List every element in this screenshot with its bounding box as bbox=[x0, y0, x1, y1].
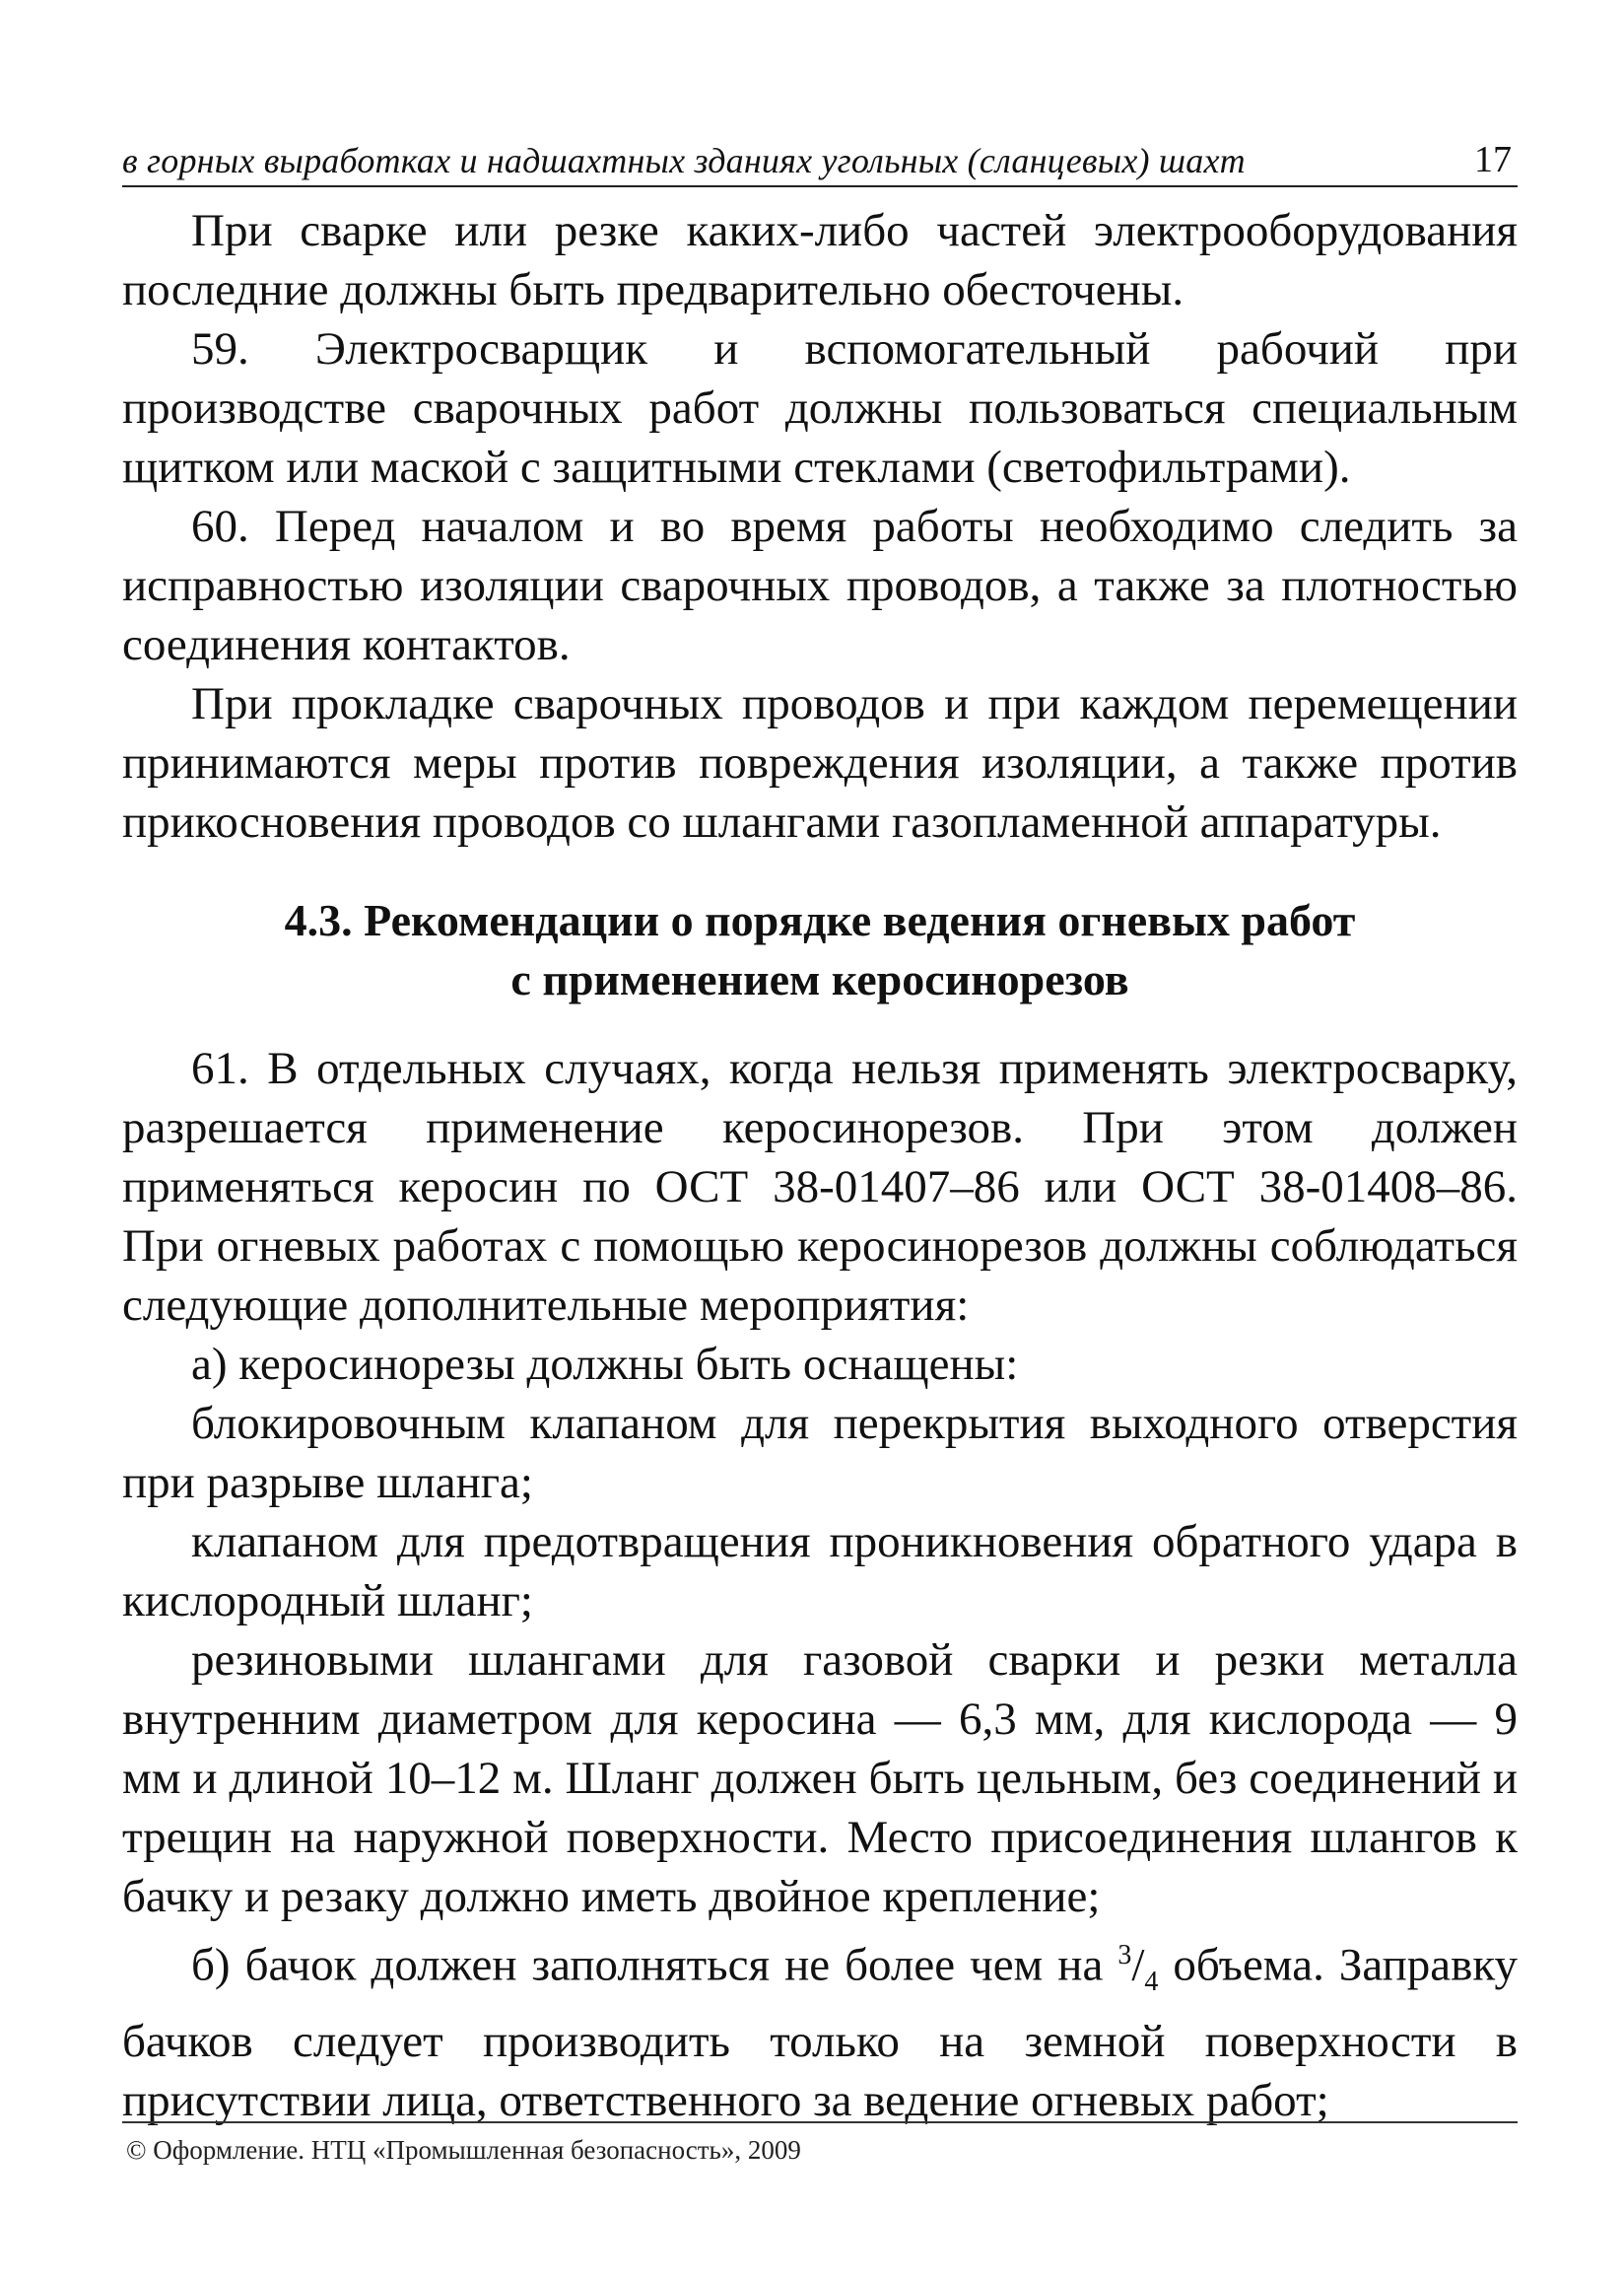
paragraph: При сварке или резке каких-либо частей электрооборудования последние должны быть предварительно обесточены. bbox=[122, 205, 1518, 315]
running-header bbox=[122, 138, 1518, 187]
list-item: б) бачок должен заполняться не более чем на $^3/_4$ объема. Заправку бачков следует производить только на земной поверхности в присутствии лица, ответственного за ведение огневых работ; bbox=[122, 1939, 1518, 2127]
fraction-numerator: 3 bbox=[1117, 1940, 1132, 1970]
page-number: 17 bbox=[1474, 139, 1512, 180]
paragraph: При прокладке сварочных проводов и при каждом перемещении принимаются меры против повреждения изоляции, а также против прикосновения проводов со шлангами газопламенной аппаратуры. bbox=[122, 678, 1518, 848]
paragraph-item-59: 59. Электросварщик и вспомогательный рабочий при производстве сварочных работ должны пользоваться специальным щитком или маской с защитными стеклами (светофильтрами). bbox=[122, 323, 1518, 493]
list-item: клапаном для предотвращения проникновения обратного удара в кислородный шланг; bbox=[122, 1516, 1518, 1626]
section-heading-line-2: с применением керосинорезов bbox=[510, 954, 1129, 1004]
footer-divider bbox=[122, 2121, 1518, 2123]
section-heading bbox=[122, 891, 1518, 1009]
section-heading-line-1: 4.3. Рекомендации о порядке ведения огневых работ bbox=[284, 895, 1356, 945]
text-run: объема. Заправку бачков следует производить только на земной поверхности в присутствии лица, ответственного за ведение огневых работ; bbox=[122, 1939, 1518, 2127]
copyright-footer: © Оформление. НТЦ «Промышленная безопасность», 2009 bbox=[126, 2135, 801, 2165]
list-item: блокировочным клапаном для перекрытия выходного отверстия при разрыве шланга; bbox=[122, 1398, 1518, 1508]
fraction-denominator: 4 bbox=[1144, 1967, 1159, 1998]
paragraph-item-60: 60. Перед началом и во время работы необходимо следить за исправностью изоляции сварочных проводов, а также за плотностью соединения контактов. bbox=[122, 501, 1518, 670]
text-run: б) бачок должен заполняться не более чем на bbox=[191, 1939, 1118, 1991]
page-body bbox=[122, 201, 1518, 2130]
list-item: а) керосинорезы должны быть оснащены: bbox=[191, 1339, 1019, 1390]
list-item: резиновыми шлангами для газовой сварки и резки металла внутренним диаметром для керосина — 6,3 мм, для кислорода — 9 мм и длиной 10–12 м. Шланг должен быть цельным, без соединений и трещин на наружной поверхности. Место присоединения шлангов к бачку и резаку должно иметь двойное крепление; bbox=[122, 1634, 1518, 1922]
header-title: в горных выработках и надшахтных зданиях угольных (сланцевых) шахт bbox=[122, 141, 1246, 180]
paragraph-item-61: 61. В отдельных случаях, когда нельзя применять электросварку, разрешается применение керосинорезов. При этом должен применяться керосин по ОСТ 38-01407–86 или ОСТ 38-01408–86. При огневых работах с помощью керосинорезов должны соблюдаться следующие дополнительные мероприятия: bbox=[122, 1043, 1518, 1331]
